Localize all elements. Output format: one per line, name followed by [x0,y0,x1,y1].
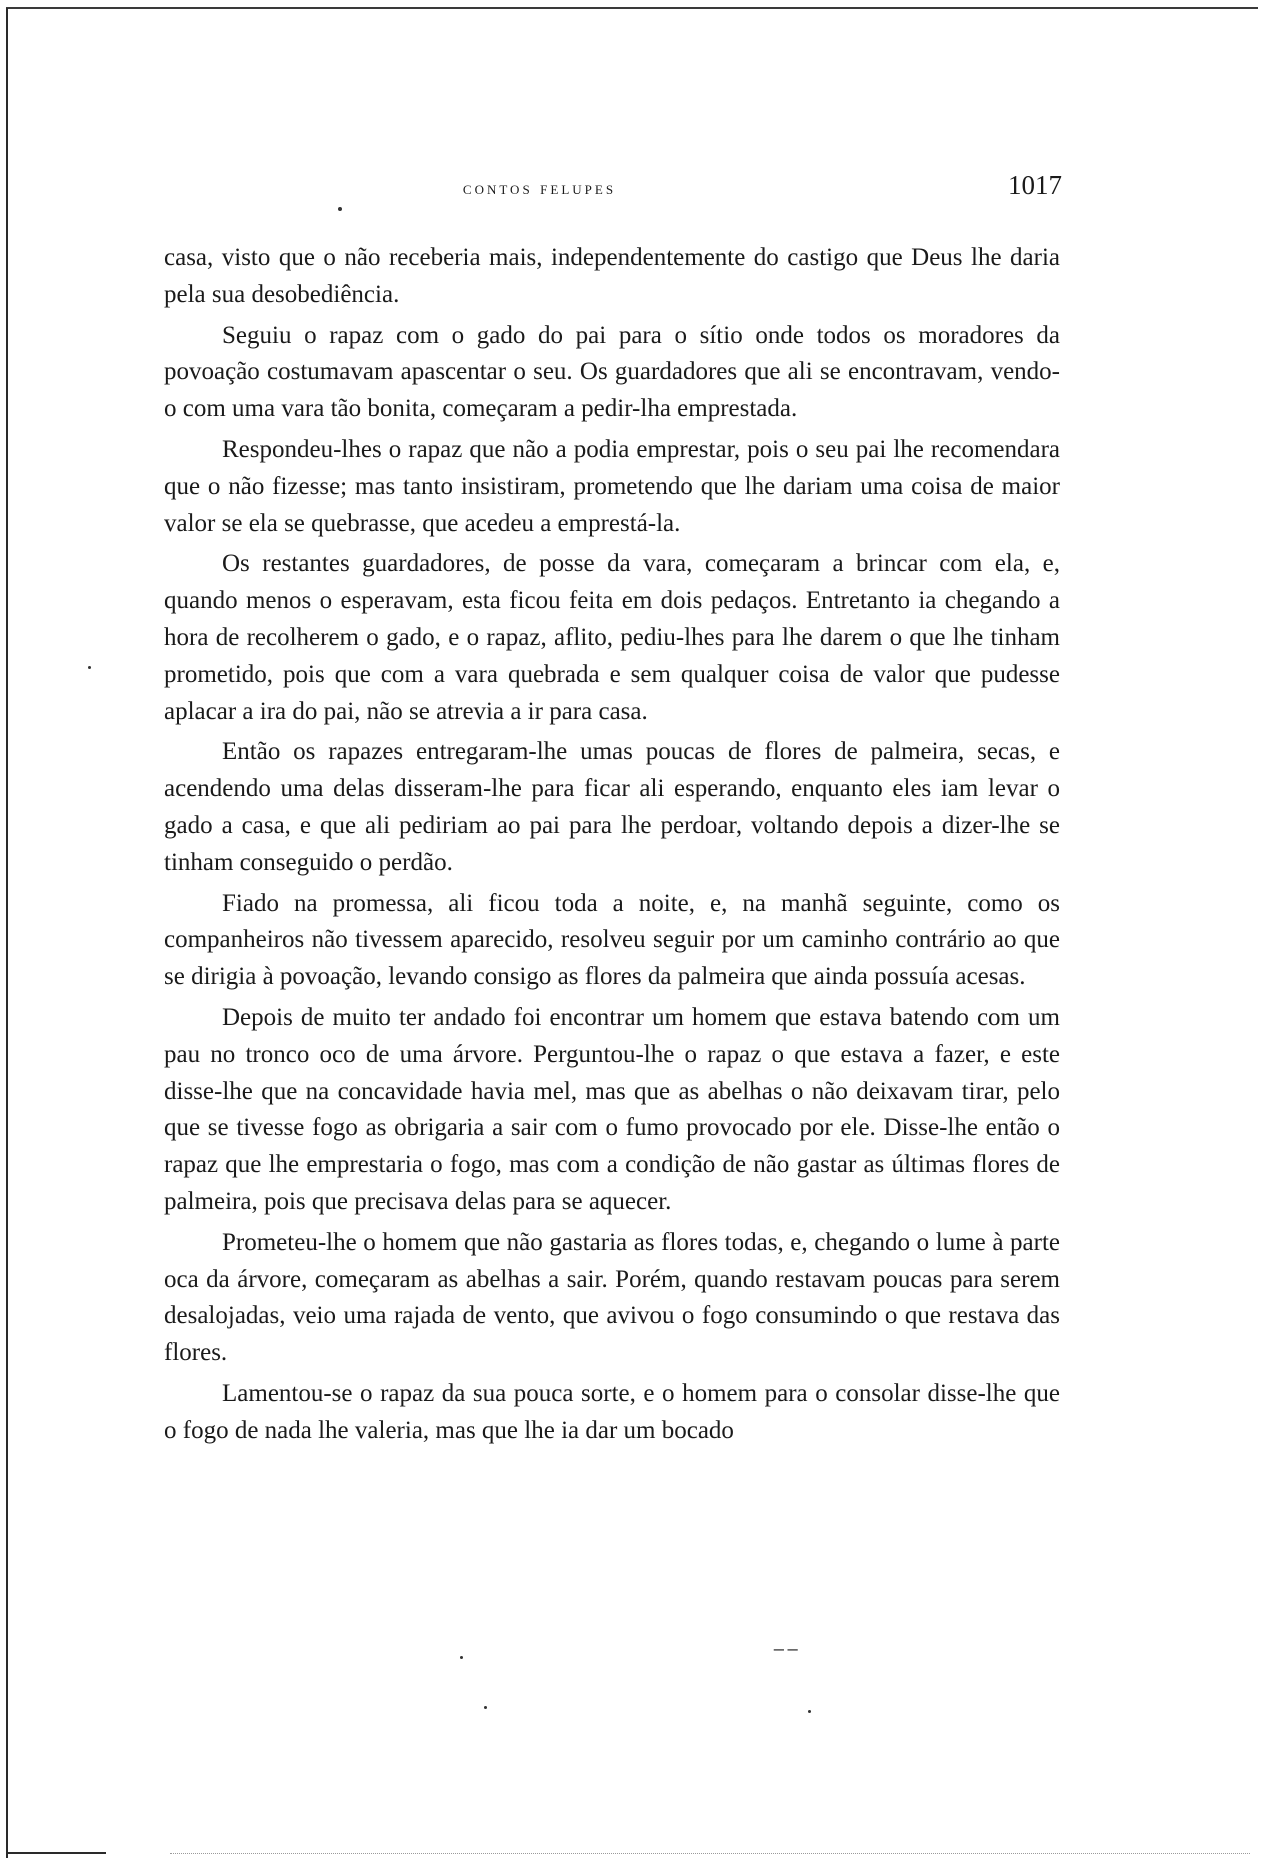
bottom-border-line [6,1852,106,1854]
paragraph-1: casa, visto que o não receberia mais, independentemente do castigo que Deus lhe daria pela sua desobediência. [164,244,1060,308]
running-title-text: contos felupes [462,178,617,198]
paragraph-8: Prometeu-lhe o homem que não gastaria as flores todas, e, chegando o lume à parte oca da árvore, começaram as abelhas a sair. Porém, quando restavam poucas para serem desalojadas, veio uma rajada de vento, que avivou o fogo consumindo o que restava das flores. [164,1228,1060,1367]
bottom-dotted-line [170,1853,1250,1854]
scan-speck [88,666,91,669]
body-text [164,240,1060,1454]
running-title [162,178,917,199]
paragraph-7: Depois de muito ter andado foi encontrar um homem que estava batendo com um pau no tronco oco de uma árvore. Perguntou-lhe o rapaz o que estava a fazer, e este disse-lhe que na concavidade havia mel, mas que as abelhas o não deixavam tirar, pelo que se tivesse fogo as obrigaria a sair com o fumo provocado por ele. Disse-lhe então o rapaz que lhe emprestaria o fogo, mas com a condição de não gastar as últimas flores de palmeira, pois que precisava delas para se aquecer. [164,1003,1060,1215]
scan-speck [338,207,342,211]
top-border-line [6,7,1258,9]
scan-speck [460,1656,463,1659]
scan-mark: ⁻⁻ [772,1640,800,1669]
scan-speck [484,1706,487,1709]
paragraph-5: Então os rapazes entregaram-lhe umas poucas de flores de palmeira, secas, e acendendo uma delas disseram-lhe para ficar ali esperando, enquanto eles iam levar o gado a casa, e que ali pediriam ao pai para lhe perdoar, voltando depois a dizer-lhe se tinham conseguido o perdão. [164,738,1060,876]
paragraph-6: Fiado na promessa, ali ficou toda a noite, e, na manhã seguinte, como os companheiros não tivessem aparecido, resolveu seguir por um caminho contrário ao que se dirigia à povoação, levando consigo as flores da palmeira que ainda possuía acesas. [164,889,1060,991]
page-header [162,170,1062,210]
left-border-line [6,8,8,1858]
paragraph-4: Os restantes guardadores, de posse da vara, começaram a brincar com ela, e, quando menos o esperavam, esta ficou feita em dois pedaços. Entretanto ia chegando a hora de recolherem o gado, e o rapaz, aflito, pediu-lhes para lhe darem o que lhe tinham prometido, pois que com a vara quebrada e sem qualquer coisa de valor que pudesse aplacar a ira do pai, não se atrevia a ir para casa. [164,550,1060,725]
scan-speck [808,1710,811,1713]
paragraph-9: Lamentou-se o rapaz da sua pouca sorte, e o homem para o consolar disse-lhe que o fogo de nada lhe valeria, mas que lhe ia dar um bocado [164,1379,1060,1444]
paragraph-3: Respondeu-lhes o rapaz que não a podia emprestar, pois o seu pai lhe recomendara que o não fizesse; mas tanto insistiram, prometendo que lhe dariam uma coisa de maior valor se ela se quebrasse, que acedeu a emprestá-la. [164,435,1060,537]
page-number: 1017 [1008,170,1062,200]
paragraph-2: Seguiu o rapaz com o gado do pai para o sítio onde todos os moradores da povoação costumavam apascentar o seu. Os guardadores que ali se encontravam, vendo-o com uma vara tão bonita, começaram a pedir-lha emprestada. [164,321,1060,423]
